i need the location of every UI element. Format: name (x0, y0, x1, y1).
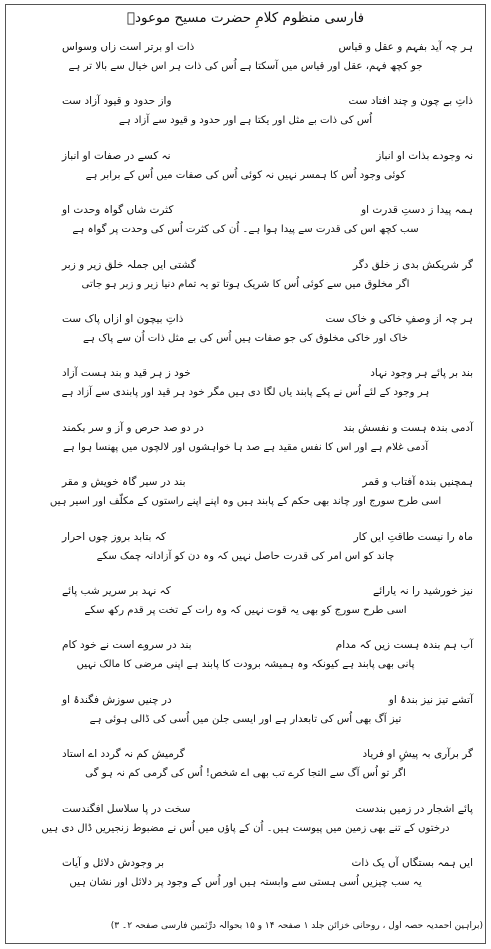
verse-translation: جو کچھ فہم، عقل اور قیاس میں آسکتا ہے اُس کی ذات ہر اس خیال سے بالا تر ہے (68, 61, 423, 72)
verse-second-hemistich: واز حدود و قیود آزاد ست (62, 95, 172, 108)
verse-block (18, 258, 473, 298)
verse-translation: چاند کو اس امر کی قدرت حاصل نہیں کہ وہ دن کو آزادانہ چمک سکے (96, 550, 395, 562)
verse-second-hemistich: ذاتِ بیچون او ازاں پاک ست (62, 313, 184, 325)
verse-translation: خاک اور خاکی مخلوق کی جو صفات ہیں اُس کی بے مثل ذات اُن سے پاک ہے (83, 333, 408, 344)
verse-first-hemistich: ہر چہ از وصفِ خاکی و خاک ست (325, 313, 473, 325)
verse-first-hemistich: گر برآری بہ پیشِ او فریاد (362, 748, 473, 761)
verse-second-hemistich: کہ بتابد بروز چوں احرار (62, 530, 166, 543)
verse-second-hemistich: ذات او برتر است زاں وسواس (62, 41, 195, 53)
verse-second-hemistich: خود ز ہر قید و بند ہست آزاد (62, 367, 191, 380)
verse-second-hemistich: کثرت شاں گواہ وحدت او (62, 204, 174, 217)
verse-first-hemistich: ذاتِ بے چون و چند افتاد ست (348, 95, 473, 108)
verse-translation: اُس کی ذات بے مثل اور یکتا ہے اور حدود و قیود سے آزاد ہے (118, 115, 373, 127)
source-reference: (براہین احمدیہ حصہ اول ، روحانی خزائن جلد ۱ صفحہ ۱۴ و ۱۵ بحوالہ درِّثمین فارسی صفحہ ۲۔ ۳) (110, 921, 483, 931)
verse-block (18, 94, 473, 134)
verse-first-hemistich: ایں ہمہ بستگاں آں یک ذات (351, 857, 473, 869)
verse-first-hemistich: آدمی بندہ ہست و نفسش بند (343, 421, 473, 434)
verse-translation: اسی طرح سورج اور چاند بھی حکم کے پابند ہیں وہ اپنے اپنے راستوں کے مکلّف اور اسیر ہیں (49, 496, 442, 508)
verse-translation: اگر مخلوق میں سے کوئی اُس کا شریک ہوتا تو یہ تمام دنیا زیر و زبر ہو جاتی (81, 278, 410, 290)
verse-block (18, 530, 473, 570)
verse-second-hemistich: بند در سیر گاہ خویش و مقر (62, 476, 186, 489)
verse-translation: ہر وجود کے لئے اُس نے پکے پابند یاں لگا دی ہیں مگر خود ہر قید اور پابندی سے آزاد ہے (61, 387, 430, 399)
verse-second-hemistich: بند در سروے است نے خود کام (62, 639, 192, 652)
verse-first-hemistich: گر شریکش بدی ز خلق دگر (352, 258, 473, 271)
verse-translation: یہ سب چیزیں اُسی ہستی سے وابستہ ہیں اور اُس کے وجود پر دلائل اور نشان ہیں (69, 877, 422, 888)
verse-second-hemistich: در چنیں سوزش فگندۂ او (62, 693, 172, 706)
verse-block (18, 747, 473, 787)
verse-first-hemistich: بند بر پائے ہر وجود نہاد (370, 367, 473, 380)
verse-translation: اگر تو اُس آگ سے التجا کرے تب بھی اے شخص! اُس کی گرمی کم نہ ہو گی (85, 768, 406, 780)
verse-translation: پانی بھی پابند ہے کیونکہ وہ ہمیشہ برودت کا پابند ہے اپنی مرضی کا مالک نہیں (76, 659, 415, 671)
verse-block (18, 856, 473, 896)
verse-first-hemistich: نہ وجودے بذات او انباز (376, 149, 473, 162)
verse-translation: تیز آگ بھی اُس کی تابعدار ہے اور ایسی جلن میں اُسی کی ڈالی ہوئی ہے (89, 713, 402, 725)
verse-block (18, 40, 473, 80)
verse-second-hemistich: نہ کسے در صفات او انباز (62, 149, 171, 162)
verse-first-hemistich: ہمہ پیدا ز دستِ قدرت او (361, 204, 473, 217)
verse-first-hemistich: آب ہم بندہ ہست زیں کہ مدام (335, 639, 473, 652)
verse-block (18, 584, 473, 624)
verse-block (18, 203, 473, 243)
verse-block (18, 638, 473, 678)
verse-second-hemistich: بر وجودش دلائل و آیات (62, 857, 165, 869)
page-title: فارسی منظوم کلامِ حضرت مسیح موعودؑ (126, 10, 365, 26)
verse-block (18, 421, 473, 461)
verse-block (18, 312, 473, 352)
verse-translation: سب کچھ اس کی قدرت سے پیدا ہوا ہے۔ اُن کی کثرت اُس کی وحدت پر گواہ ہے (72, 224, 419, 236)
verse-translation: آدمی غلام ہے اور اس کا نفس مقید ہے صد ہا خواہشوں اور لالچوں میں پھنسا ہوا ہے (62, 441, 429, 453)
verse-second-hemistich: گرمیش کم نہ گردد اے استاد (62, 748, 185, 761)
verse-second-hemistich: گشتی ایں جملہ خلق زیر و زبر (62, 258, 196, 271)
verse-translation: کوئی وجود اُس کا ہمسر نہیں نہ کوئی اُس کی صفات میں اُس کے برابر ہے (85, 169, 406, 181)
verse-block (18, 149, 473, 189)
verse-first-hemistich: ہر چہ آید بفہم و عقل و قیاس (338, 41, 473, 53)
verse-second-hemistich: سخت در پا سلاسل افگندست (62, 802, 191, 815)
verse-translation: درختوں کے تنے بھی زمین میں پیوست ہیں۔ اُن کے پاؤں میں اُس نے مضبوط زنجیریں ڈال دی ہیں (41, 822, 450, 834)
verse-block (18, 802, 473, 842)
verse-block (18, 693, 473, 733)
verse-translation: اسی طرح سورج کو بھی یہ قوت نہیں کہ وہ رات کے تخت پر قدم رکھ سکے (84, 605, 407, 616)
verse-second-hemistich: کہ نہد بر سریر شب پائے (62, 585, 171, 597)
verse-block (18, 475, 473, 515)
verse-first-hemistich: نیز خورشید را نہ یارائے (373, 585, 473, 597)
verse-first-hemistich: ہمچنیں بندہ آفتاب و قمر (362, 476, 473, 489)
verse-first-hemistich: ماہ را نیست طاقتِ ایں کار (353, 530, 473, 543)
verse-block (18, 366, 473, 406)
verse-first-hemistich: پائے اشجار در زمیں بندست (355, 802, 473, 815)
verse-first-hemistich: آتشے تیز نیز بندۂ او (388, 693, 473, 706)
verse-second-hemistich: در دو صد حرص و آز و سر بکمند (62, 421, 204, 434)
